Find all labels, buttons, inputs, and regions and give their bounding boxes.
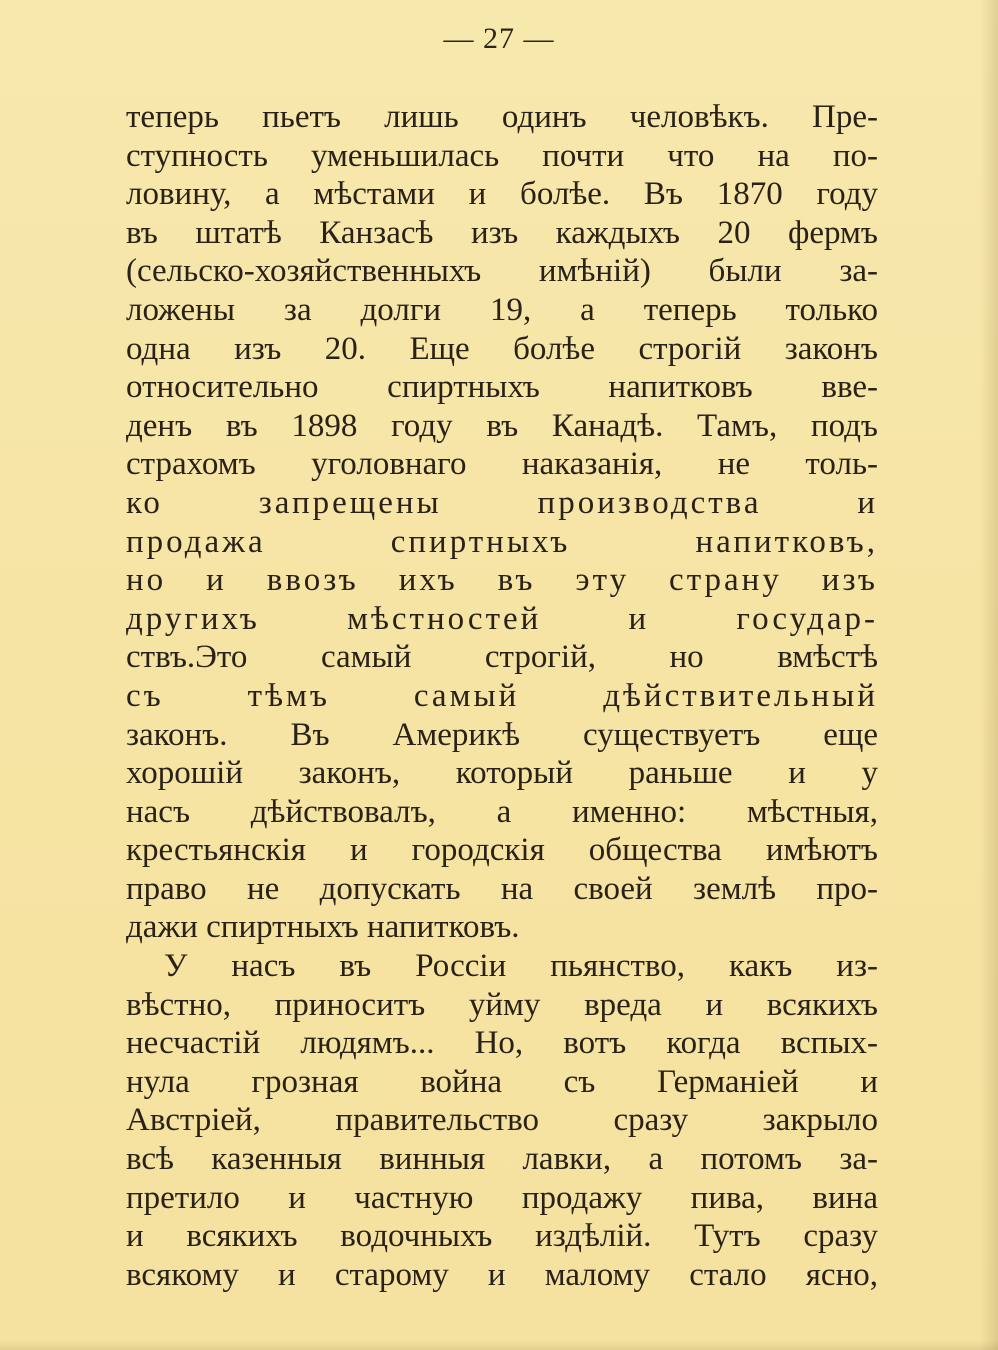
text-line: съ тѣмъ самый дѣйствительный: [126, 677, 878, 714]
text-line: ко запрещены производства и: [126, 484, 878, 521]
text-line: вѣстно, приноситъ уйму вреда и всякихъ: [126, 986, 878, 1023]
text-line: относительно спиртныхъ напитковъ вве-: [126, 369, 878, 406]
text-line: но и ввозъ ихъ въ эту страну изъ: [126, 562, 878, 599]
text-line: всякому и старому и малому стало ясно,: [126, 1256, 878, 1293]
text-line: ложены за долги 19, а теперь только: [126, 291, 878, 328]
body-text: [126, 98, 878, 1294]
page-number: — 27 —: [443, 22, 555, 55]
text-line: одна изъ 20. Еще болѣе строгій законъ: [126, 330, 878, 367]
text-line: крестьянскія и городскія общества имѣютъ: [126, 832, 878, 869]
text-line: и всякихъ водочныхъ издѣлій. Тутъ сразу: [126, 1218, 878, 1255]
page-edge-shadow: [980, 0, 998, 1350]
text-line: Австріей, правительство сразу закрыло: [126, 1102, 878, 1139]
text-line: (сельско-хозяйственныхъ имѣній) были за-: [126, 253, 878, 290]
text-line: несчастій людямъ... Но, вотъ когда вспых-: [126, 1025, 878, 1062]
text-line: претило и частную продажу пива, вина: [126, 1179, 878, 1216]
text-line: законъ. Въ Америкѣ существуетъ еще: [126, 716, 878, 753]
text-line: денъ въ 1898 году въ Канадѣ. Тамъ, подъ: [126, 407, 878, 444]
text-line: страхомъ уголовнаго наказанія, не толь-: [126, 446, 878, 483]
text-line: въ штатѣ Канзасѣ изъ каждыхъ 20 фермъ: [126, 214, 878, 251]
text-line: всѣ казенныя винныя лавки, а потомъ за-: [126, 1141, 878, 1178]
page-bottom-shadow: [0, 1340, 998, 1350]
text-line: ствъ.Это самый строгій, но вмѣстѣ: [126, 639, 878, 676]
text-line: У насъ въ Россіи пьянство, какъ из-: [164, 948, 878, 985]
text-line: дажи спиртныхъ напитковъ.: [126, 909, 520, 946]
text-line: другихъ мѣстностей и государ-: [126, 600, 878, 637]
text-line: продажа спиртныхъ напитковъ,: [126, 523, 878, 560]
text-line: ловину, а мѣстами и болѣе. Въ 1870 году: [126, 176, 878, 213]
text-line: теперь пьетъ лишь одинъ человѣкъ. Пре-: [126, 99, 878, 135]
text-line: ступность уменьшилась почти что на по-: [126, 137, 878, 174]
text-line: право не допускать на своей землѣ про-: [126, 870, 878, 907]
text-line: нула грозная война съ Германіей и: [126, 1063, 878, 1100]
text-line: хорошій законъ, который раньше и у: [126, 755, 878, 792]
text-line: насъ дѣйствовалъ, а именно: мѣстныя,: [126, 793, 878, 830]
